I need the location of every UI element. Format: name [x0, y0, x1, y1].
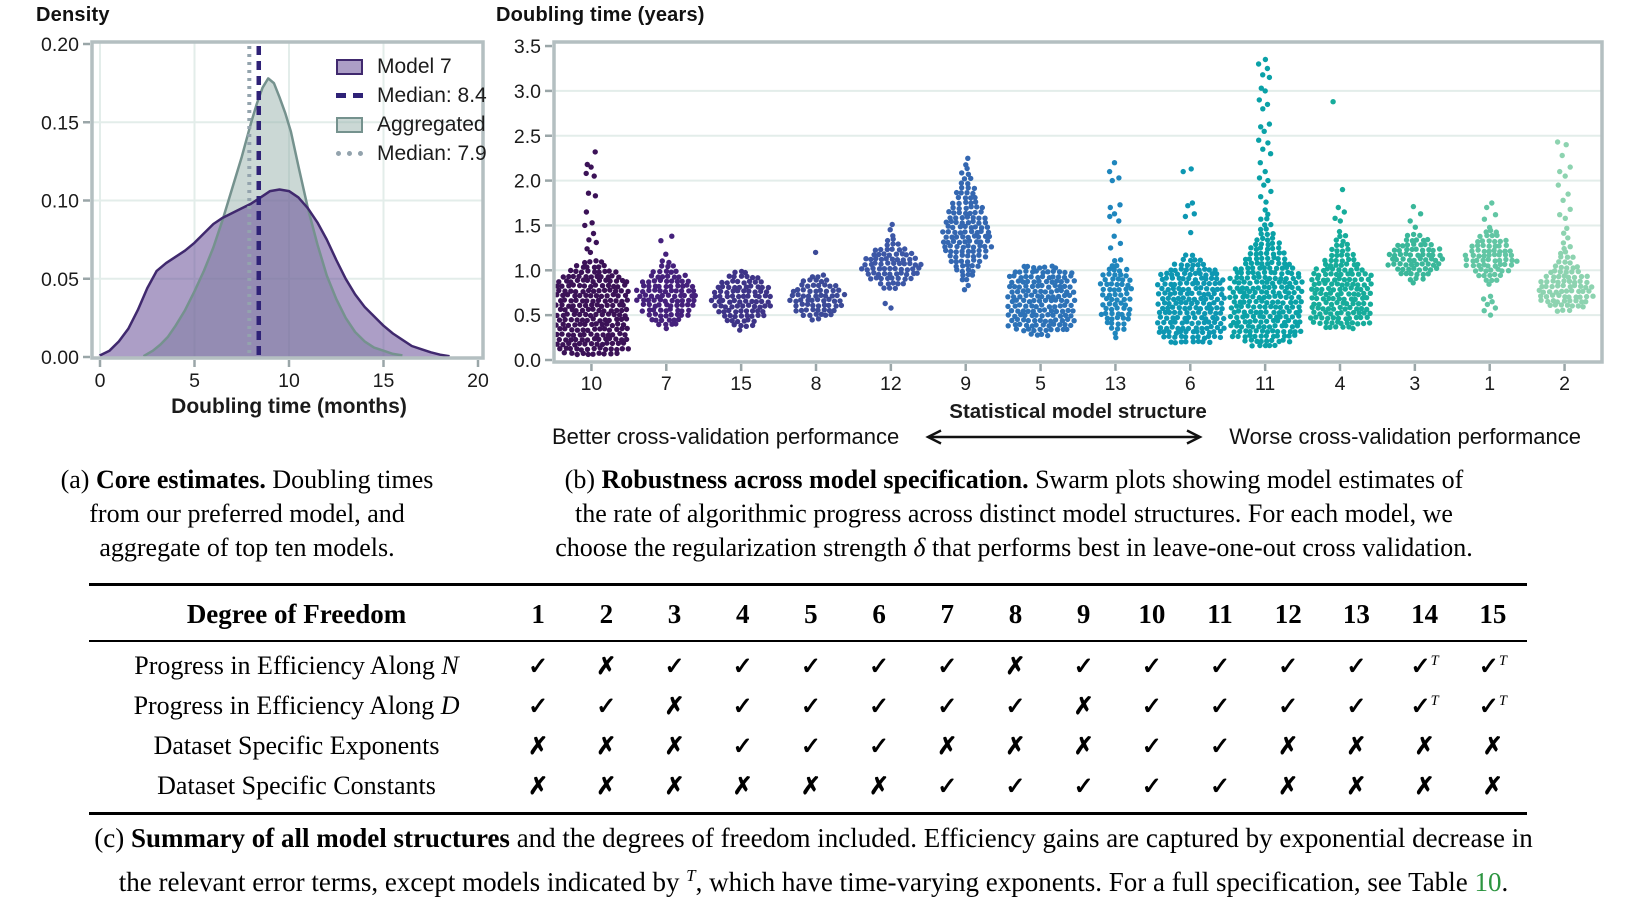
cross-mark: ✗: [1005, 734, 1026, 760]
legend-item-median-84: [336, 81, 487, 110]
check-mark: ✓: [1005, 694, 1026, 720]
check-mark: ✓: [1141, 694, 1162, 720]
svg-text:0.00: 0.00: [41, 347, 79, 369]
header-model-14: 14: [1390, 585, 1458, 642]
check-mark: ✓: [732, 654, 753, 680]
svg-text:2: 2: [1559, 373, 1571, 395]
svg-text:5: 5: [189, 370, 200, 392]
caption-segment: (a): [60, 465, 96, 494]
check-mark: ✓$^T$: [1410, 693, 1439, 720]
row-label: [89, 641, 504, 686]
check-mark: ✓: [913, 766, 981, 814]
check-mark: ✓: [869, 694, 890, 720]
cross-mark: ✗: [1254, 766, 1322, 814]
svg-text:20: 20: [467, 370, 489, 392]
caption-line: [8, 497, 486, 531]
svg-text:4: 4: [1334, 373, 1346, 395]
caption-segment: (b): [564, 465, 602, 494]
cross-mark: ✗: [664, 734, 685, 760]
caption-segment: aggregate of top ten models.: [99, 533, 395, 562]
cross-mark: ✗: [777, 766, 845, 814]
caption-segment: Core estimates.: [95, 465, 266, 494]
svg-text:15: 15: [730, 373, 752, 395]
svg-text:Doubling time (months): Doubling time (months): [171, 395, 407, 418]
legend-label: Median: 8.4: [377, 83, 487, 107]
header-model-13: 13: [1322, 585, 1390, 642]
header-model-7: 7: [913, 585, 981, 642]
caption-segment: .: [1501, 867, 1509, 897]
density-legend: [336, 52, 487, 168]
model7-swatch-icon: [336, 59, 363, 75]
check-mark: ✓: [1141, 734, 1162, 760]
cross-mark: ✗: [1322, 766, 1390, 814]
table-row: [89, 641, 1527, 686]
cross-mark: ✗: [1278, 734, 1299, 760]
aggregated-swatch-icon: [336, 117, 363, 133]
caption-segment: Progress in Efficiency Along: [134, 651, 442, 680]
table-header-row: [89, 585, 1527, 642]
svg-text:3.0: 3.0: [513, 80, 541, 103]
header-model-15: 15: [1459, 585, 1527, 642]
caption-segment: choose the regularization strength: [555, 533, 914, 562]
check-mark: ✓: [1118, 766, 1186, 814]
annotation-worse: Worse cross-validation performance: [1229, 424, 1581, 449]
row-label: [89, 686, 504, 726]
svg-text:2.0: 2.0: [513, 170, 541, 193]
check-mark: ✓: [1209, 694, 1231, 720]
cross-mark: ✗: [572, 766, 640, 814]
cross-mark: ✗: [1482, 734, 1503, 760]
caption-line: [483, 497, 1545, 531]
header-model-9: 9: [1050, 585, 1118, 642]
check-mark: ✓: [1209, 734, 1231, 760]
cross-mark: ✗: [1346, 734, 1367, 760]
cross-mark: ✗: [1073, 734, 1094, 760]
check-mark: ✓: [800, 734, 821, 760]
legend-label: Aggregated: [377, 112, 486, 136]
caption-segment: Progress in Efficiency Along: [133, 691, 441, 720]
svg-text:0.20: 0.20: [41, 34, 79, 56]
cross-mark: ✗: [1414, 734, 1435, 760]
header-model-11: 11: [1186, 585, 1254, 642]
check-mark: ✓: [937, 654, 958, 680]
caption-segment: 10: [1474, 867, 1502, 897]
svg-text:1.0: 1.0: [513, 260, 541, 283]
header-model-2: 2: [572, 585, 640, 642]
check-mark: ✓$^T$: [1478, 653, 1507, 680]
svg-text:10: 10: [278, 370, 300, 392]
svg-text:0.05: 0.05: [41, 268, 79, 291]
header-model-6: 6: [845, 585, 913, 642]
svg-text:0: 0: [94, 370, 106, 392]
dotted-line-icon: [336, 151, 363, 156]
cross-mark: ✗: [528, 734, 549, 760]
caption-line: [483, 531, 1545, 565]
check-mark: ✓: [937, 694, 958, 720]
double-arrow-icon: [919, 428, 1209, 446]
svg-text:0.10: 0.10: [41, 190, 79, 213]
swarm-chart: [490, 0, 1627, 455]
check-mark: ✓: [1141, 654, 1162, 680]
density-chart-title: Density: [36, 4, 110, 26]
cross-mark: ✗: [937, 734, 958, 760]
check-mark: ✓: [1278, 654, 1299, 680]
caption-segment: T: [686, 866, 696, 885]
legend-label: Median: 7.9: [377, 141, 487, 165]
check-mark: ✓: [528, 654, 549, 680]
cross-mark: ✗: [504, 766, 572, 814]
legend-label: Model 7: [377, 54, 452, 78]
check-mark: ✓: [1209, 654, 1231, 680]
row-label: [89, 766, 504, 814]
table-row: [89, 686, 1527, 726]
caption-segment: Robustness across model specification.: [601, 465, 1029, 494]
caption-segment: and the degrees of freedom included. Efficiency gains are captured by exponential decrease in: [509, 823, 1533, 853]
check-mark: ✓: [1050, 766, 1118, 814]
caption-line: [0, 820, 1627, 857]
caption-segment: Summary of all model structures: [130, 823, 510, 853]
dashed-line-icon: [336, 93, 363, 98]
annotation-better: Better cross-validation performance: [552, 424, 900, 449]
caption-line: [8, 531, 486, 565]
svg-text:3.5: 3.5: [513, 36, 541, 59]
caption-segment: D: [440, 691, 460, 720]
row-label: [89, 726, 504, 766]
legend-item-aggregated: [336, 110, 487, 139]
caption-segment: Doubling times: [265, 465, 434, 494]
header-model-3: 3: [640, 585, 708, 642]
svg-text:8: 8: [810, 373, 822, 395]
degree-of-freedom-table: [89, 583, 1527, 815]
caption-segment: Swarm plots showing model estimates of: [1028, 465, 1464, 494]
header-model-1: 1: [504, 585, 572, 642]
check-mark: ✓: [800, 654, 821, 680]
svg-text:Statistical model structure: Statistical model structure: [949, 400, 1207, 423]
svg-text:12: 12: [880, 373, 902, 395]
cross-mark: ✗: [709, 766, 777, 814]
cross-mark: ✗: [1459, 766, 1527, 814]
cross-mark: ✗: [640, 766, 708, 814]
legend-item-median-79: [336, 139, 487, 168]
caption-line: [0, 857, 1627, 901]
svg-text:11: 11: [1255, 373, 1276, 395]
svg-text:6: 6: [1184, 373, 1196, 395]
cross-mark: ✗: [664, 694, 685, 720]
cross-mark: ✗: [845, 766, 913, 814]
caption-c: [0, 820, 1627, 901]
check-mark: ✓: [1186, 766, 1254, 814]
header-model-4: 4: [709, 585, 777, 642]
legend-item-model7: [336, 52, 487, 81]
svg-text:15: 15: [372, 370, 395, 392]
check-mark: ✓: [1346, 694, 1367, 720]
caption-segment: the rate of algorithmic progress across distinct model structures. For each model, we: [575, 499, 1453, 528]
header-model-5: 5: [777, 585, 845, 642]
check-mark: ✓: [1346, 654, 1367, 680]
caption-segment: N: [441, 651, 459, 680]
check-mark: ✓: [800, 694, 821, 720]
check-mark: ✓: [869, 734, 890, 760]
check-mark: ✓: [732, 694, 753, 720]
caption-b: [483, 463, 1545, 565]
svg-text:7: 7: [660, 373, 672, 395]
svg-text:13: 13: [1104, 373, 1127, 395]
check-mark: ✓$^T$: [1478, 693, 1507, 720]
check-mark: ✓: [1278, 694, 1299, 720]
svg-text:2.5: 2.5: [513, 125, 541, 148]
caption-segment: Dataset Specific Constants: [157, 771, 436, 800]
swarm-plot: [514, 36, 1602, 423]
check-mark: ✓: [1073, 654, 1094, 680]
caption-segment: Dataset Specific Exponents: [153, 731, 440, 760]
caption-segment: the relevant error terms, except models indicated by: [118, 867, 687, 897]
caption-segment: that performs best in leave-one-out cross validation.: [925, 533, 1473, 562]
cross-mark: ✗: [596, 734, 617, 760]
caption-segment: from our preferred model, and: [89, 499, 405, 528]
check-mark: ✓$^T$: [1410, 653, 1439, 680]
check-mark: ✓: [596, 694, 617, 720]
cross-validation-annotation: [490, 424, 1627, 450]
svg-text:1: 1: [1484, 373, 1496, 395]
header-model-8: 8: [981, 585, 1049, 642]
header-degree-of-freedom: Degree of Freedom: [89, 585, 504, 642]
table-row: [89, 766, 1527, 814]
caption-segment: δ: [913, 533, 926, 562]
svg-text:3: 3: [1409, 373, 1421, 395]
cross-mark: ✗: [1073, 694, 1094, 720]
cross-mark: ✗: [1005, 654, 1026, 680]
svg-text:0.15: 0.15: [41, 112, 79, 135]
swarm-chart-title: Doubling time (years): [496, 4, 705, 26]
check-mark: ✓: [732, 734, 753, 760]
check-mark: ✓: [869, 654, 890, 680]
svg-text:0.5: 0.5: [513, 305, 541, 328]
caption-line: [483, 463, 1545, 497]
check-mark: ✓: [981, 766, 1049, 814]
cross-mark: ✗: [596, 654, 617, 680]
svg-text:10: 10: [580, 373, 603, 395]
caption-line: [8, 463, 486, 497]
svg-text:9: 9: [960, 373, 972, 395]
header-model-10: 10: [1118, 585, 1186, 642]
table-row: [89, 726, 1527, 766]
caption-a: [8, 463, 486, 565]
header-model-12: 12: [1254, 585, 1322, 642]
svg-text:1.5: 1.5: [513, 215, 541, 238]
svg-text:5: 5: [1035, 373, 1047, 395]
check-mark: ✓: [528, 694, 549, 720]
check-mark: ✓: [664, 654, 685, 680]
svg-text:0.0: 0.0: [513, 350, 541, 372]
caption-segment: , which have time-varying exponents. For a full specification, see Table: [695, 867, 1475, 897]
caption-segment: (c): [94, 823, 131, 853]
dof-table-wrap: [89, 583, 1527, 815]
cross-mark: ✗: [1390, 766, 1458, 814]
